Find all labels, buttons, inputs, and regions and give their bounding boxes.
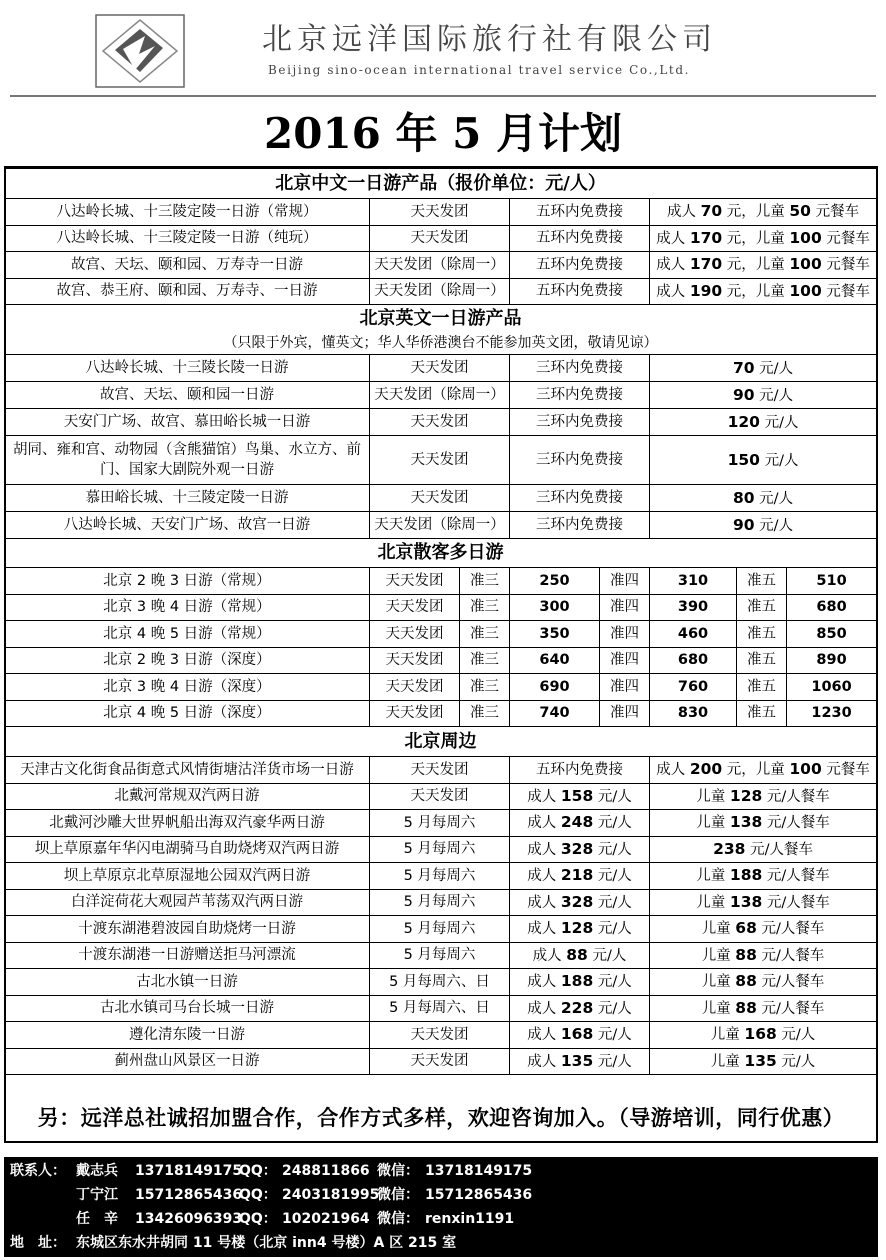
child-price-cell: 儿童 88 元/人餐车 [650,942,877,969]
adult-price-cell: 成人 328 元/人 [510,836,650,863]
price-table [4,168,877,1075]
pickup-cell: 三环内免费接 [510,436,650,485]
route-cell: 白洋淀荷花大观园芦苇荡双汽两日游 [5,889,370,916]
qq-label: QQ： [239,1163,277,1179]
price-cell: 成人 190 元，儿童 100 元餐车 [650,278,877,305]
price-cell: 成人 200 元，儿童 100 元餐车 [650,757,877,784]
table-row [5,409,877,436]
pickup-cell: 三环内免费接 [510,409,650,436]
adult-price-cell: 成人 135 元/人 [510,1048,650,1075]
letterhead [0,0,886,100]
contact-phone: 13426096393 [135,1211,243,1227]
departure-cell: 5 月每周六 [370,863,510,890]
table-row [5,512,877,539]
departure-cell: 天天发团（除周一） [370,278,510,305]
wechat-label: 微信： [377,1211,419,1227]
child-price-cell: 儿童 138 元/人餐车 [650,889,877,916]
child-price-cell: 儿童 68 元/人餐车 [650,916,877,943]
route-cell: 北京 2 晚 3 日游（常规） [5,568,370,595]
table-row [5,647,877,674]
departure-cell: 天天发团 [370,757,510,784]
departure-cell: 天天发团（除周一） [370,512,510,539]
table-row [5,889,877,916]
departure-cell: 天天发团（除周一） [370,252,510,279]
contact-name: 任 辛 [76,1211,118,1227]
route-cell: 遵化清东陵一日游 [5,1022,370,1049]
table-row [5,621,877,648]
price-cell: 1060 [787,674,877,701]
price-cell: 80 元/人 [650,485,877,512]
contact-wechat: 13718149175 [425,1163,533,1179]
address-label: 地 址： [10,1235,66,1251]
grade-cell: 准三 [460,568,510,595]
child-price-cell: 儿童 188 元/人餐车 [650,863,877,890]
grade-cell: 准五 [737,700,787,727]
price-cell: 640 [510,647,600,674]
section-header [5,169,877,199]
route-cell: 坝上草原京北草原湿地公园双汽两日游 [5,863,370,890]
section-title-chinese-day: 北京中文一日游产品（报价单位：元/人） [5,169,877,199]
table-row [5,995,877,1022]
adult-price-cell: 成人 158 元/人 [510,783,650,810]
child-price-cell: 儿童 168 元/人 [650,1022,877,1049]
route-cell: 八达岭长城、十三陵长陵一日游 [5,355,370,382]
grade-cell: 准四 [600,621,650,648]
table-row [5,942,877,969]
departure-cell: 天天发团 [370,436,510,485]
price-cell: 1230 [787,700,877,727]
departure-cell: 天天发团 [370,568,460,595]
price-cell: 310 [650,568,737,595]
price-cell: 460 [650,621,737,648]
route-cell: 十渡东湖港一日游赠送拒马河漂流 [5,942,370,969]
price-cell: 850 [787,621,877,648]
route-cell: 蓟州盘山风景区一日游 [5,1048,370,1075]
contact-phone: 13718149175 [135,1163,243,1179]
header-divider [10,95,876,97]
grade-cell: 准四 [600,674,650,701]
contact-wechat: renxin1191 [425,1211,515,1227]
route-cell: 故宫、恭王府、颐和园、万寿寺、一日游 [5,278,370,305]
section-title-multi-day: 北京散客多日游 [5,539,877,568]
departure-cell: 5 月每周六 [370,916,510,943]
departure-cell: 5 月每周六 [370,836,510,863]
route-cell: 天安门广场、故宫、慕田峪长城一日游 [5,409,370,436]
table-row [5,700,877,727]
table-row [5,485,877,512]
company-logo-icon [95,14,185,88]
section-note-row [5,333,877,355]
child-price-cell: 儿童 88 元/人餐车 [650,969,877,996]
section-title-surrounding: 北京周边 [5,727,877,757]
table-row [5,810,877,837]
wechat-label: 微信： [377,1187,419,1203]
route-cell: 八达岭长城、十三陵定陵一日游（常规） [5,199,370,226]
child-price-cell: 儿童 128 元/人餐车 [650,783,877,810]
departure-cell: 天天发团 [370,674,460,701]
grade-cell: 准四 [600,647,650,674]
grade-cell: 准五 [737,568,787,595]
price-cell: 成人 170 元，儿童 100 元餐车 [650,252,877,279]
section-header [5,727,877,757]
route-cell: 十渡东湖港碧波园自助烧烤一日游 [5,916,370,943]
pickup-cell: 五环内免费接 [510,199,650,226]
price-cell: 150 元/人 [650,436,877,485]
qq-label: QQ： [239,1211,277,1227]
route-cell: 八达岭长城、十三陵定陵一日游（纯玩） [5,225,370,252]
route-cell: 北京 4 晚 5 日游（常规） [5,621,370,648]
pickup-cell: 五环内免费接 [510,757,650,784]
adult-price-cell: 成人 88 元/人 [510,942,650,969]
table-row [5,836,877,863]
route-cell: 北戴河沙雕大世界帆船出海双汽豪华两日游 [5,810,370,837]
departure-cell: 5 月每周六、日 [370,969,510,996]
table-row [5,783,877,810]
table-row [5,969,877,996]
adult-price-cell: 成人 328 元/人 [510,889,650,916]
section-header [5,305,877,333]
departure-cell: 天天发团 [370,621,460,648]
adult-price-cell: 成人 168 元/人 [510,1022,650,1049]
route-cell: 胡同、雍和宫、动物园（含熊猫馆）鸟巢、水立方、前门、国家大剧院外观一日游 [5,436,370,485]
table-row [5,252,877,279]
table-row [5,278,877,305]
table-row [5,863,877,890]
price-cell: 830 [650,700,737,727]
grade-cell: 准五 [737,594,787,621]
address-text: 东城区东水井胡同 11 号楼（北京 inn4 号楼）A 区 215 室 [76,1235,457,1251]
table-row [5,1048,877,1075]
grade-cell: 准三 [460,674,510,701]
pickup-cell: 三环内免费接 [510,355,650,382]
franchise-promo: 另：远洋总社诚招加盟合作，合作方式多样，欢迎咨询加入。（导游培训，同行优惠） [37,1106,845,1130]
route-cell: 古北水镇一日游 [5,969,370,996]
table-row [5,674,877,701]
company-name-cn: 北京远洋国际旅行社有限公司 [262,22,717,57]
departure-cell: 天天发团 [370,700,460,727]
table-row [5,382,877,409]
contact-phone: 15712865436 [135,1187,243,1203]
departure-cell: 天天发团 [370,1022,510,1049]
company-name-en: Beijing sino-ocean international travel service Co.,Ltd. [268,63,691,77]
price-cell: 510 [787,568,877,595]
departure-cell: 天天发团 [370,1048,510,1075]
grade-cell: 准四 [600,594,650,621]
departure-cell: 天天发团 [370,409,510,436]
adult-price-cell: 成人 248 元/人 [510,810,650,837]
table-row [5,1022,877,1049]
pickup-cell: 五环内免费接 [510,252,650,279]
pickup-cell: 五环内免费接 [510,225,650,252]
pickup-cell: 三环内免费接 [510,382,650,409]
price-cell: 成人 170 元，儿童 100 元餐车 [650,225,877,252]
table-row [5,199,877,226]
departure-cell: 天天发团 [370,647,460,674]
table-row [5,757,877,784]
route-cell: 北戴河常规双汽两日游 [5,783,370,810]
pickup-cell: 三环内免费接 [510,512,650,539]
contact-qq: 102021964 [282,1211,370,1227]
price-cell: 890 [787,647,877,674]
departure-cell: 天天发团 [370,199,510,226]
grade-cell: 准五 [737,647,787,674]
route-cell: 天津古文化街食品街意式风情街塘沽洋货市场一日游 [5,757,370,784]
price-cell: 90 元/人 [650,382,877,409]
route-cell: 北京 3 晚 4 日游（常规） [5,594,370,621]
departure-cell: 天天发团（除周一） [370,382,510,409]
pickup-cell: 三环内免费接 [510,485,650,512]
grade-cell: 准三 [460,594,510,621]
contact-label: 联系人： [10,1163,66,1179]
price-cell: 300 [510,594,600,621]
child-price-cell: 儿童 88 元/人餐车 [650,995,877,1022]
price-cell: 680 [650,647,737,674]
route-cell: 北京 2 晚 3 日游（深度） [5,647,370,674]
departure-cell: 5 月每周六 [370,810,510,837]
departure-cell: 天天发团 [370,783,510,810]
grade-cell: 准三 [460,700,510,727]
contact-qq: 248811866 [282,1163,370,1179]
route-cell: 古北水镇司马台长城一日游 [5,995,370,1022]
price-cell: 740 [510,700,600,727]
table-row [5,916,877,943]
adult-price-cell: 成人 218 元/人 [510,863,650,890]
adult-price-cell: 成人 128 元/人 [510,916,650,943]
pickup-cell: 五环内免费接 [510,278,650,305]
price-cell: 680 [787,594,877,621]
qq-label: QQ： [239,1187,277,1203]
child-price-cell: 238 元/人餐车 [650,836,877,863]
departure-cell: 天天发团 [370,355,510,382]
price-cell: 390 [650,594,737,621]
page-title: 2016 年 5 月计划 [264,109,622,158]
departure-cell: 天天发团 [370,485,510,512]
adult-price-cell: 成人 228 元/人 [510,995,650,1022]
contact-footer [4,1157,878,1257]
contact-name: 戴志兵 [76,1163,118,1179]
route-cell: 北京 4 晚 5 日游（深度） [5,700,370,727]
departure-cell: 天天发团 [370,225,510,252]
price-cell: 70 元/人 [650,355,877,382]
grade-cell: 准三 [460,647,510,674]
price-cell: 760 [650,674,737,701]
grade-cell: 准五 [737,621,787,648]
departure-cell: 天天发团 [370,594,460,621]
section-header [5,539,877,568]
table-row [5,594,877,621]
adult-price-cell: 成人 188 元/人 [510,969,650,996]
child-price-cell: 儿童 138 元/人餐车 [650,810,877,837]
grade-cell: 准四 [600,700,650,727]
section-title-english-day: 北京英文一日游产品 [5,305,877,333]
contact-wechat: 15712865436 [425,1187,533,1203]
route-cell: 坝上草原嘉年华闪电湖骑马自助烧烤双汽两日游 [5,836,370,863]
route-cell: 慕田峪长城、十三陵定陵一日游 [5,485,370,512]
route-cell: 北京 3 晚 4 日游（深度） [5,674,370,701]
child-price-cell: 儿童 135 元/人 [650,1048,877,1075]
grade-cell: 准四 [600,568,650,595]
price-cell: 690 [510,674,600,701]
contact-qq: 2403181995 [282,1187,380,1203]
price-cell: 90 元/人 [650,512,877,539]
table-row [5,355,877,382]
grade-cell: 准三 [460,621,510,648]
table-row [5,436,877,485]
departure-cell: 5 月每周六、日 [370,995,510,1022]
section-note-english-day: （只限于外宾，懂英文；华人华侨港澳台不能参加英文团，敬请见谅） [5,333,877,355]
table-row [5,568,877,595]
wechat-label: 微信： [377,1163,419,1179]
price-cell: 120 元/人 [650,409,877,436]
grade-cell: 准五 [737,674,787,701]
price-cell: 350 [510,621,600,648]
departure-cell: 5 月每周六 [370,942,510,969]
route-cell: 故宫、天坛、颐和园一日游 [5,382,370,409]
contact-name: 丁宁江 [76,1187,118,1203]
table-row [5,225,877,252]
price-cell: 成人 70 元，儿童 50 元餐车 [650,199,877,226]
route-cell: 八达岭长城、天安门广场、故宫一日游 [5,512,370,539]
route-cell: 故宫、天坛、颐和园、万寿寺一日游 [5,252,370,279]
price-cell: 250 [510,568,600,595]
departure-cell: 5 月每周六 [370,889,510,916]
